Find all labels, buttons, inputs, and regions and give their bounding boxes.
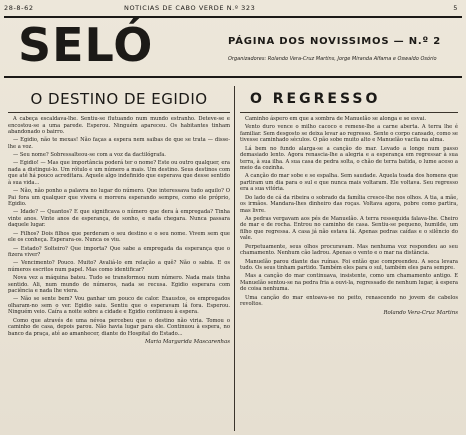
right-article	[240, 86, 458, 316]
masthead-bottom-rule	[4, 76, 462, 78]
right-paragraph: A canção do mar sobe e se espalha. Sem saudade. Aquela toada dos homens que partiram um dia para o sul e que nunca mais voltaram. Ele voltava. Seu regresso era a sua vitória.	[240, 173, 458, 193]
page-header	[4, 2, 462, 14]
left-paragraph: — Filhos? Dois filhos que perderam o seu destino e o seu nome. Vivem sem que ele os conheça. Esperara-os. Nunca os viu.	[8, 230, 230, 244]
left-article-body	[8, 116, 230, 337]
right-paragraph: Manuelão parou diante das ruínas. Foi então que compreendeu. A seca levara tudo. Os seus tinham partido. Também eles para o sul, também eles para sempre.	[240, 258, 458, 272]
left-paragraph: — Vencimento? Pouco. Muito? Avaliá-lo em relação a quê? Não o sabia. E os números escritos num papel. Mas como identificar?	[8, 260, 230, 273]
publication-name: NOTICIAS DE CABO VERDE N.º 323	[124, 4, 256, 12]
column-divider	[234, 86, 235, 431]
right-title-rule	[240, 112, 458, 113]
right-article-title: O REGRESSO	[250, 91, 381, 107]
right-paragraph: Do lado de cá da ribeira o sobrado da família cresce-lhe nos olhos. A tia, a mãe, os irmãos. Mandara-lhes dinheiro das roças. Voltava agora, pobre como partira, mas livre.	[240, 194, 458, 214]
right-paragraph: Vento duro vence o milho cacoco e remexe-lhe a carne aberta. A terra lhe é familiar. Sem desgosto se deixa levar ao regresso. Sente o corpo cansado, como se tivesse caminhado séculos. O pão sobe muito alto e Manuelão vacila na alma.	[240, 124, 458, 144]
right-article-signature: Rolando Vera-Cruz Martins	[383, 309, 458, 316]
left-paragraph: — Não se sente bem? Vou ganhar um pouco de calor. Exaustos, os empregados olharam-no sem o ver. Egidio saiu. Sentiu que o esperavam lá fora. Esperou. Ninguém veio. Caíra a noite sobre a cidade e Egidio continuou à espera.	[8, 296, 230, 316]
left-paragraph: — Seu nome? Sobressalteou-se com a voz da dactilógrafa.	[13, 152, 166, 159]
right-article-body	[240, 116, 458, 308]
left-article-title: O DESTINO DE EGIDIO	[30, 90, 208, 108]
page-number: 5	[453, 4, 458, 12]
masthead-organizers: Organizadores: Rolando Vera-Cruz Martins, Jorge Miranda Alfama e Oswaldo Osório	[228, 56, 437, 62]
left-paragraph: Como que através de uma névoa percebeu que o destino não viria. Tomou o caminho de casa, depois parou. Não havia lugar para ele. Continuou à espera, no banco da praça, até ao amanhecer, diante do Hospital do Estado...	[8, 317, 230, 337]
left-article-signature: Maria Margarida Mascarenhas	[144, 339, 230, 346]
left-paragraph: Nova vez a máquina bateu. Tudo se transformou num número. Nada mais tinha sentido. Ali, num mundo de números, nada se recusa. Egidio esperara com paciência e nada lhe viera.	[8, 275, 230, 295]
masthead-title: SELÓ	[18, 18, 154, 72]
issue-date: 28-8-62	[4, 4, 34, 12]
left-article	[8, 86, 230, 345]
right-paragraph: Perpetuamente, seus olhos procuravam. Mas nenhuma voz respondeu ao seu chamamento. Nenhum cão ladrou. Apenas o vento e o mar na distância.	[240, 243, 458, 257]
right-paragraph: Uma canção do mar entoava-se no peito, renascendo no jovem de cabelos revoltos.	[240, 294, 458, 308]
right-paragraph: As pedras vergavam aos pés de Manuelão. A terra ressequida falava-lhe. Cheiro de mar e de rocha. Entrou no caminho de casa. Sentiu-se pequeno, humilde, um filho que regressa. A casa já não estava lá. Apenas pedras caídas e o silêncio do vale.	[240, 215, 458, 242]
masthead-subtitle: PÁGINA DOS NOVISSIMOS — N.º 2	[228, 36, 441, 47]
left-paragraph: A cabeça escaldava-lhe. Sentiu-se flutuando num mundo estranho. Deteve-se e encostou-se a uma parede. Esperou. Ninguém apareceu. Os habitantes tinham abandonado o bairro.	[8, 116, 230, 135]
left-paragraph: — Não, não ponho a palavra no lugar do número. Que interessava tudo aquilo? O Pai fora um qualquer que vivera e morrera esperando sempre, como ele próprio, Egidio.	[8, 188, 230, 208]
right-paragraph: Lá bem no fundo alarga-se a canção do mar. Levado a longe num passo demasiado lento. Agora renascia-lhe a alegria e a esperança em regressar à sua terra, à sua ilha. A sua casa de pedra solta, o chão de terra batida, o lume aceso a meio da cozinha.	[240, 145, 458, 172]
left-paragraph: — Estado? Solteiro? Que importa? Que sabe a empregada da esperança que o fizera viver?	[8, 245, 230, 259]
left-paragraph: — Egidio! — Mas que importância poderá ter o nome? Este ou outro qualquer, era nada a distingui-lo. Um rótulo e um número a mais. Um destino. Seus destinos com que até há pouco acreditara. Aquele algo indefinido que esperava que desse sentido à sua vida...	[8, 160, 230, 186]
right-paragraph: Mas a canção do mar continuava, insistente, como um chamamento antigo. E Manuelão sentou-se na pedra fria a ouvi-la, regressado de nenhum lugar, à espera de coisa nenhuma.	[240, 273, 458, 293]
right-paragraph: Caminho áspero em que a sombra de Manuelão se alonga e se esvai.	[245, 116, 427, 122]
left-title-rule	[8, 112, 230, 113]
left-paragraph: — Idade? — Quantos? E que significava o número que dera à empregada? Tinha vinte anos. Vinte anos de esperança, de sonho, e nada chegara. Nunca passara daquele lugar.	[8, 209, 230, 229]
masthead	[4, 16, 462, 82]
left-paragraph: — Egidio, não te mexas! Não faças a espera nem saibas de que se trata — disse-lhe a voz.	[8, 137, 230, 150]
